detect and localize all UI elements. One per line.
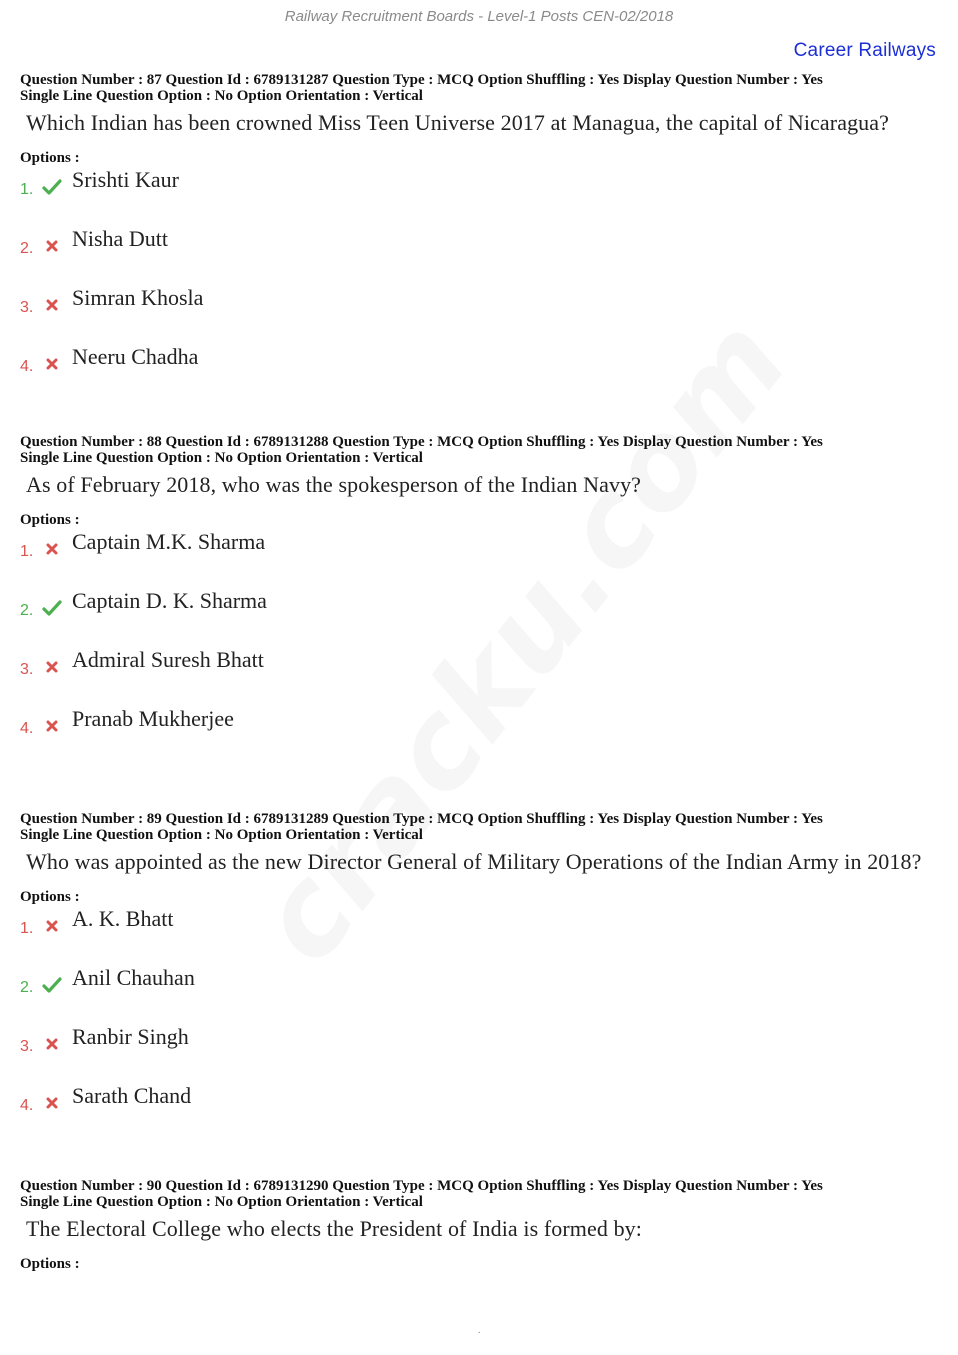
option-number: 4. [20, 358, 34, 375]
question-block-88 [20, 434, 940, 765]
question-text: Which Indian has been crowned Miss Teen Universe 2017 at Managua, the capital of Nicaragua? [26, 110, 890, 135]
options-label: Options : [20, 512, 80, 528]
option-label: Anil Chauhan [72, 965, 195, 990]
cross-icon [42, 1093, 62, 1113]
cross-icon [42, 236, 62, 256]
question-meta-2: Single Line Question Option : No Option Orientation : Vertical [20, 827, 423, 843]
question-block-87 [20, 72, 940, 403]
question-meta: Question Number : 88 Question Id : 6789131288 Question Type : MCQ Option Shuffling : Yes Display Question Number : Yes [20, 434, 823, 450]
option-row [20, 647, 940, 706]
check-icon [42, 177, 62, 197]
options-list [20, 167, 940, 403]
cross-icon [42, 295, 62, 315]
footer-dot: . [478, 1325, 481, 1336]
question-block-90 [20, 1178, 940, 1273]
question-meta: Question Number : 87 Question Id : 6789131287 Question Type : MCQ Option Shuffling : Yes Display Question Number : Yes [20, 72, 823, 88]
question-text: The Electoral College who elects the President of India is formed by: [26, 1216, 642, 1241]
option-row [20, 588, 940, 647]
option-label: Nisha Dutt [72, 226, 168, 251]
option-row [20, 226, 940, 285]
option-label: Ranbir Singh [72, 1024, 189, 1049]
brand-label: Career Railways [793, 40, 936, 61]
option-number: 2. [20, 240, 34, 257]
check-icon [42, 975, 62, 995]
option-row [20, 965, 940, 1024]
option-number: 2. [20, 979, 34, 996]
option-label: Neeru Chadha [72, 344, 199, 369]
options-list [20, 906, 940, 1142]
option-label: Pranab Mukherjee [72, 706, 234, 731]
option-number: 4. [20, 1097, 34, 1114]
option-label: Captain M.K. Sharma [72, 529, 266, 554]
options-list [20, 529, 940, 765]
options-label: Options : [20, 150, 80, 166]
option-row [20, 1024, 940, 1083]
question-meta-2: Single Line Question Option : No Option Orientation : Vertical [20, 450, 423, 466]
option-row [20, 706, 940, 765]
cross-icon [42, 539, 62, 559]
option-number: 3. [20, 1038, 34, 1055]
option-row [20, 167, 940, 226]
cross-icon [42, 354, 62, 374]
question-meta: Question Number : 90 Question Id : 6789131290 Question Type : MCQ Option Shuffling : Yes Display Question Number : Yes [20, 1178, 823, 1194]
option-row [20, 285, 940, 344]
option-row [20, 344, 940, 403]
option-number: 3. [20, 299, 34, 316]
question-meta-2: Single Line Question Option : No Option Orientation : Vertical [20, 1194, 423, 1210]
cross-icon [42, 657, 62, 677]
option-number: 4. [20, 720, 34, 737]
question-text: Who was appointed as the new Director General of Military Operations of the Indian Army in 2018? [26, 849, 922, 874]
question-meta: Question Number : 89 Question Id : 6789131289 Question Type : MCQ Option Shuffling : Yes Display Question Number : Yes [20, 811, 823, 827]
options-label: Options : [20, 889, 80, 905]
option-label: A. K. Bhatt [72, 906, 174, 931]
option-label: Captain D. K. Sharma [72, 588, 267, 613]
option-label: Admiral Suresh Bhatt [72, 647, 264, 672]
page-header-title: Railway Recruitment Boards - Level-1 Posts CEN-02/2018 [284, 8, 674, 25]
option-row [20, 529, 940, 588]
option-label: Sarath Chand [72, 1083, 192, 1108]
option-number: 3. [20, 661, 34, 678]
option-number: 2. [20, 602, 34, 619]
cross-icon [42, 916, 62, 936]
option-row [20, 906, 940, 965]
option-number: 1. [20, 920, 34, 937]
options-label: Options : [20, 1256, 80, 1272]
cross-icon [42, 1034, 62, 1054]
check-icon [42, 598, 62, 618]
option-number: 1. [20, 543, 34, 560]
question-text: As of February 2018, who was the spokesperson of the Indian Navy? [26, 472, 642, 497]
option-number: 1. [20, 181, 34, 198]
question-block-89 [20, 811, 940, 1142]
option-label: Srishti Kaur [72, 167, 179, 192]
option-label: Simran Khosla [72, 285, 204, 310]
cross-icon [42, 716, 62, 736]
option-row [20, 1083, 940, 1142]
question-meta-2: Single Line Question Option : No Option Orientation : Vertical [20, 88, 423, 104]
